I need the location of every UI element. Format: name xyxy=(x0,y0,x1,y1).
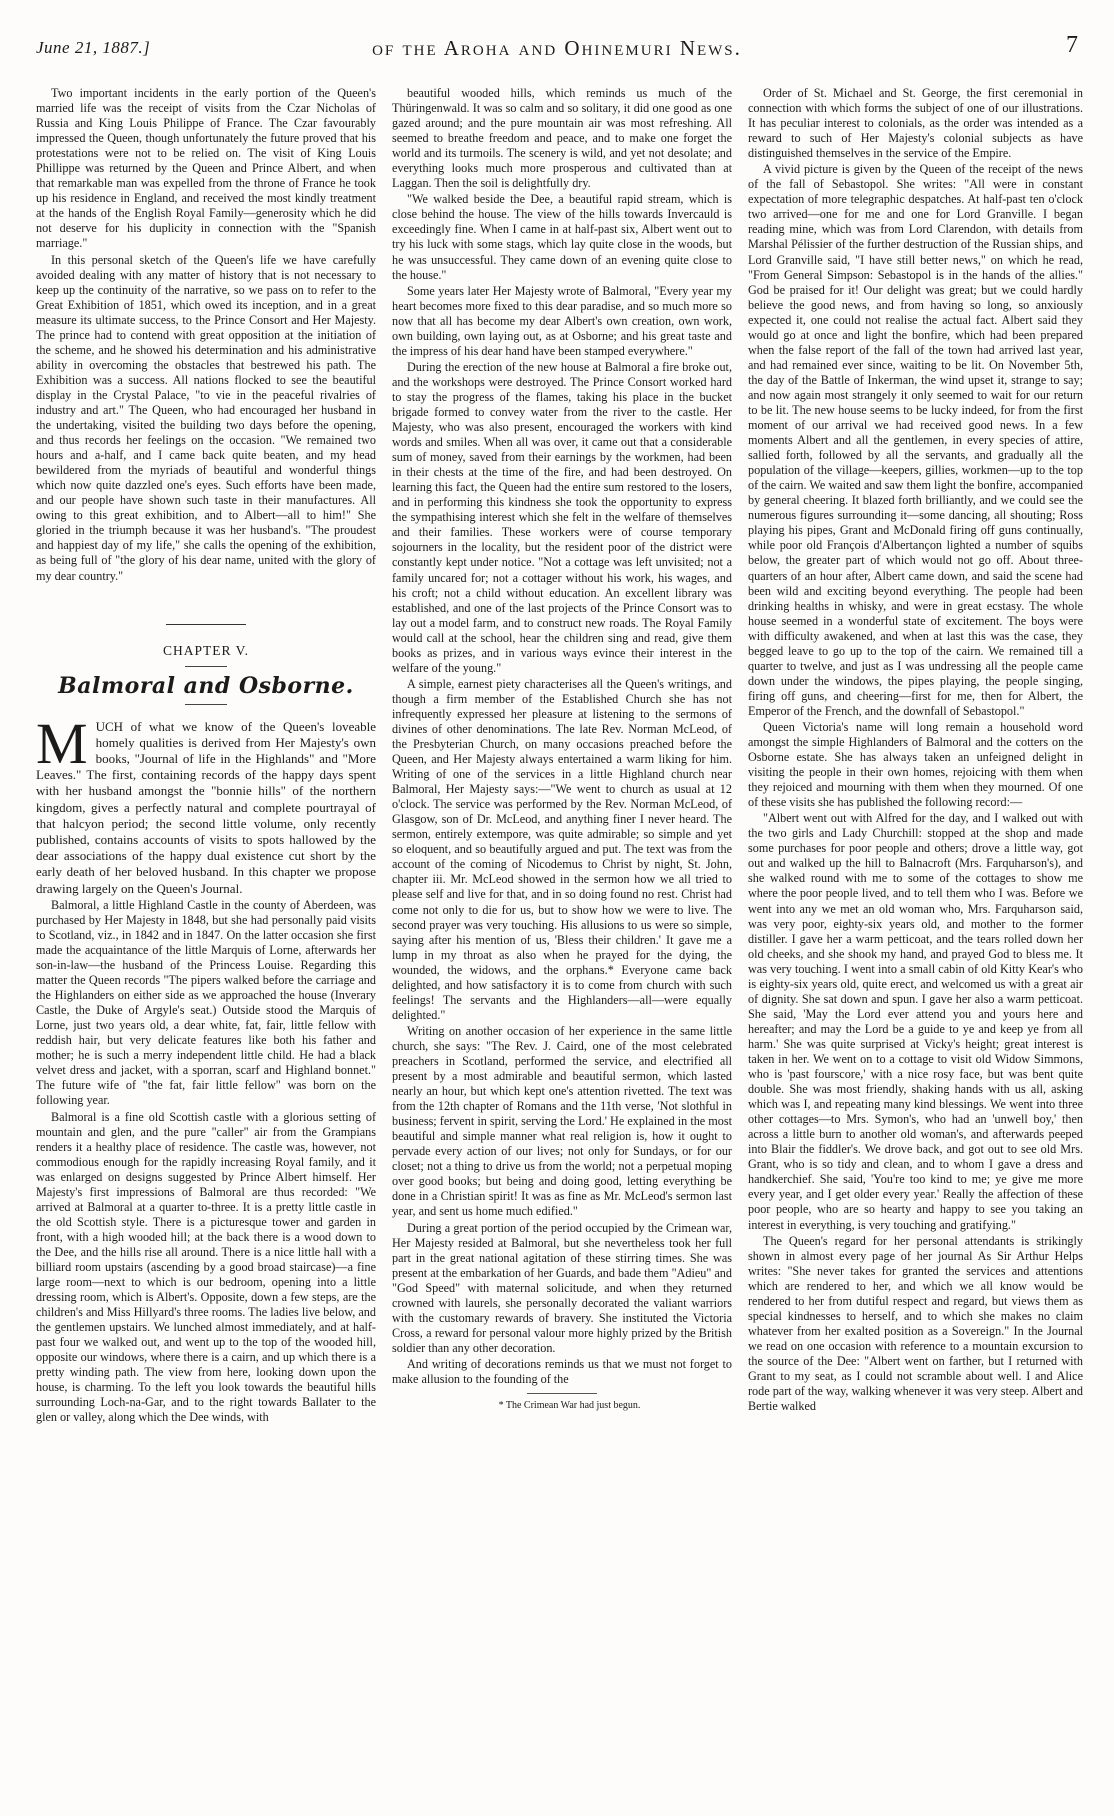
paragraph: Writing on another occasion of her experience in the same little church, she says: "The Rev. J. Caird, one of the most celebrated preachers in Scotland, performed the service, and electrified all present by a most admirable and beautiful sermon, which lasted nearly an hour, but which kept one's attention rivetted. The text was from the 12th chapter of Romans and the 11th verse, 'Not slothful in business; fervent in spirit, serving the Lord.' He explained in the most beautiful and simple manner what real religion is, how it ought to pervade every action of our lives; not only for Sundays, or for our closet; not a thing to drive us from the world; not a perpetual moping over good books; but being and doing good, letting everything be done in a Christian spirit! It was as fine as Mr. McLeod's sermon last year, and sent us home much edified." xyxy=(392,1023,732,1219)
divider xyxy=(166,624,246,625)
paragraph: "We walked beside the Dee, a beautiful rapid stream, which is close behind the house. The view of the hills towards Invercauld is exceedingly fine. When I came in at half-past six, Albert went out to try his luck with some stags, which lay quite close in the woods, but he was unsuccessful. They came down of an evening quite close to the house." xyxy=(392,192,732,282)
divider xyxy=(527,1393,597,1394)
paragraph: A vivid picture is given by the Queen of the receipt of the news of the fall of Sebastopol. She writes: "All were in constant expectation of more telegraphic despatches. At half-past ten o'clock two arrived—one for me and one for Lord Granville. I began reading mine, which was from Lord Clarendon, with details from Marshal Pélissier of the further destruction of the Russian ships, and Lord Granville said, "I have still better news," on which he read, "From General Simpson: Sebastopol is in the hands of the allies." God be praised for it! Our delight was great; but we could hardly believe the good news, and from having so long, so anxiously expected it, one could not realise the actual fact. Albert said they would go at once and light the bonfire, which had been prepared when the false report of the fall of the town had arrived last year, and had remained ever since, waiting to be lit. On November 5th, the day of the Battle of Inkerman, the wind upset it, strange to say; and now again most strangely it only seemed to wait for our return to be lit. The new house seems to be lucky indeed, for from the first moment of our arrival we had received good news. In a few moments Albert and all the gentlemen, in every species of attire, sallied forth, followed by all the servants, and gradually all the population of the village—keepers, gillies, workmen—up to the top of the cairn. We waited and saw them light the bonfire, accompanied by general cheering. It blazed forth brilliantly, and we could see the numerous figures surrounding it—some dancing, all shouting; Ross playing his pipes, Grant and McDonald firing off guns continually, while poor old François d'Albertançon lighted a number of squibs below, the greater part of which would not go off. About three-quarters of an hour after, Albert came down, and said the scene had been wild and exciting beyond everything. The people had been drinking healths in whisky, and were in great ecstasy. The whole house seemed in a wonderful state of excitement. The boys were with difficulty awakened, and when at last this was the case, they begged leave to go up to the top of the cairn. We remained till a quarter to twelve, and just as I was undressing all the people came down under the windows, the pipes playing, the people singing, firing off guns, and cheering—first for me, then for Albert, the Emperor of the French, and the downfall of Sebastopol." xyxy=(748,162,1083,718)
paragraph: And writing of decorations reminds us that we must not forget to make allusion to the founding of the xyxy=(392,1356,732,1386)
footnote: * The Crimean War had just begun. xyxy=(498,1400,641,1412)
column-1 xyxy=(36,86,376,1427)
section-title: Balmoral and Osborne. xyxy=(58,672,354,699)
divider xyxy=(185,666,227,667)
issue-date: June 21, 1887.] xyxy=(36,38,151,57)
masthead-title: of the Aroha and Ohinemuri News. xyxy=(372,36,742,60)
paragraph: During the erection of the new house at Balmoral a fire broke out, and the workshops were destroyed. The Prince Consort worked hard to stay the progress of the flames, taking his place in the bucket brigade formed to convey water from the river to the castle. Her Majesty, who was also present, encouraged the workers with kind words and smiles. When all was over, it came out that a considerable sum of money, saved from their earnings by the workmen, had been in their chests at the time of the fire, and had been destroyed. On learning this fact, the Queen had the entire sum restored to the losers, and in performing this kindness she took the opportunity to express the sympathising interest which she felt in the welfare of themselves and their families. These workers were of course temporary sojourners in the locality, but the resident poor of the district were constantly kept under notice. "Not a cottage was left unvisited; not a family uncared for; not a cottager without his work, his wages, and his croft; not a child without education. An excellent library was established, and one of the last projects of the Prince Consort was to lay out a model farm, and to construct new roads. The Royal Family would call at the school, hear the children sing and read, give them books as prizes, and in various ways evince their interest in the welfare of the young." xyxy=(392,359,732,675)
paragraph: beautiful wooded hills, which reminds us much of the Thüringenwald. It was so calm and so solitary, it did one good as one gazed around; and the pure mountain air was most refreshing. All seemed to breathe freedom and peace, and to make one forget the world and its turmoils. The scenery is wild, and yet not desolate; and everything looks much more prosperous and cultivated than at Laggan. Then the soil is delightfully dry. xyxy=(392,86,732,191)
column-3 xyxy=(748,86,1083,1415)
drop-cap: M xyxy=(36,710,88,776)
chapter-heading: CHAPTER V. xyxy=(162,642,250,658)
paragraph: A simple, earnest piety characterises all the Queen's writings, and though a firm member of the Established Church she has not infrequently expressed her pleasure at listening to the sermons of divines of other denominations. The late Rev. Norman McLeod, of the Presbyterian Church, on many occasions preached before the Queen, and Her Majesty always entertained a warm liking for him. Writing of one of the services in a little Highland church near Balmoral, Her Majesty says:—"We went to church as usual at 12 o'clock. The service was performed by the Rev. Norman McLeod, of Glasgow, son of Dr. McLeod, and anything finer I never heard. The sermon, entirely extempore, was quite admirable; so simple and yet so eloquent, and so beautifully argued and put. The text was from the account of the coming of Nicodemus to Christ by night, St. John, chapter iii. Mr. McLeod showed in the sermon how we all tried to please self and live for that, and in so doing found no rest. Christ had come not only to die for us, but to show how we were to live. The second prayer was very touching. His allusions to us were so simple, saying after his mention of us, 'Bless their children.' It gave me a lump in my throat as also when he prayed for the dying, the wounded, the widows, and the orphans.* Everyone came back delighted, and how satisfactory it is to come from church with such feelings! The servants and the Highlanders—all—were equally delighted." xyxy=(392,676,732,1022)
paragraph-text: UCH of what we know of the Queen's loveable homely qualities is derived from Her Majesty's own books, "Journal of life in the Highlands" and "More Leaves." The first, containing records of the happy days spent with her husband amongst the "bonnie hills" of the northern kingdom, gives a perfectly natural and complete pourtrayal of that halcyon period; the second little volume, only recently published, contains accounts of visits to spots hallowed by the dear associations of the happy dual existence cut short by the early death of her beloved husband. In this chapter we propose drawing largely on the Queen's Journal. xyxy=(36,718,376,896)
column-2 xyxy=(392,86,732,1414)
divider xyxy=(185,704,227,705)
paragraph: The Queen's regard for her personal attendants is strikingly shown in almost every page of her journal As Sir Arthur Helps writes: "She never takes for granted the services and attentions which are rendered to her, and which we all know would be rendered to her from dutiful respect and regard, but views them as special kindnesses to herself, and to which she makes no claim whatever from her exalted position as a Sovereign." In the Journal we read on one occasion with reference to a mountain excursion to the source of the Dee: "Albert went on farther, but I returned with Grant to my seat, as I could not scramble about well. I and Alice rode part of the way, walking whenever it was very steep. Albert and Bertie walked xyxy=(748,1233,1083,1414)
paragraph: In this personal sketch of the Queen's life we have carefully avoided dealing with any matter of history that is not necessary to keep up the continuity of the narrative, so we pass on to refer to the Great Exhibition of 1851, which owed its inception, and in a great measure its ultimate success, to the Prince Consort and Her Majesty. The prince had to contend with great opposition at the initiation of the scheme, and he showed his determination and his administrative ability in overcoming the obstacles that bestrewed his path. The Exhibition was a success. All nations flocked to see the beautiful display in the Crystal Palace, "to vie in the peaceful rivalries of industry and art." The Queen, who had encouraged her husband in the undertaking, visited the building two days before the opening, and thus records her feelings on the occasion. "We remained two hours and a-half, and I came back quite beaten, and my head bewildered from the myriads of beautiful and wonderful things which now quite dazzled one's eyes. Such efforts have been made, and our people have shown such taste in their manufactures. All owing to this great exhibition, and to Albert—all to him!" She gloried in the triumph because it was her husband's. "The proudest and happiest day of my life," she calls the opening of the exhibition, as being full of "the glory of his dear name, united with the glory of my dear country." xyxy=(36,252,376,583)
page-number: 7 xyxy=(1066,32,1078,58)
paragraph: Some years later Her Majesty wrote of Balmoral, "Every year my heart becomes more fixed to this dear paradise, and so much more so now that all has become my dear Albert's own creation, own work, own building, own laying out, as at Osborne; and his great taste and the impress of his dear hand have been stamped everywhere." xyxy=(392,283,732,358)
paragraph: Order of St. Michael and St. George, the first ceremonial in connection with which forms the subject of one of our illustrations. It has peculiar interest to colonials, as the order was intended as a reward to such of Her Majesty's colonial subjects as have distinguished themselves in the service of the Empire. xyxy=(748,86,1083,161)
page-header xyxy=(36,30,1078,74)
paragraph: Balmoral is a fine old Scottish castle with a glorious setting of mountain and glen, and the pure "caller" air from the Grampians renders it a healthy place of residence. The castle was, however, not commodious enough for the rapidly increasing Royal family, and it was enlarged on designs suggested by Prince Albert himself. Her Majesty's first impressions of Balmoral are thus recorded: "We arrived at Balmoral at a quarter to-three. It is a pretty little castle in the old Scottish style. There is a picturesque tower and garden in front, with a high wooded hill; at the back there is a wood down to the Dee, and the hills rise all around. There is a nice little hall with a billiard room upstairs (ascending by a good broad staircase)—a fine large room—next to which is our bedroom, opening into a little dressing room, which is Albert's. Opposite, down a few steps, are the children's and Miss Hillyard's three rooms. The ladies live below, and the gentlemen upstairs. We lunched almost immediately, and at half-past four we walked out, and went up to the top of the wooded hill, opposite our windows, where there is a cairn, and up which there is a pretty winding path. The view from here, looking down upon the house, is charming. To the left you look towards the beautiful hills surrounding Loch-na-Gar, and to the right towards Ballater to the glen or valley, along which the Dee winds, with xyxy=(36,1109,376,1425)
paragraph: Queen Victoria's name will long remain a household word amongst the simple Highlanders of Balmoral and the cotters on the Osborne estate. She has always taken an unfeigned delight in visiting the people in their own homes, rejoicing with them when they rejoiced and mourning with them when they mourned. Of one of these visits she has published the following record:— xyxy=(748,719,1083,810)
paragraph: During a great portion of the period occupied by the Crimean war, Her Majesty resided at Balmoral, but she nevertheless took her full part in the great national agitation of these stirring times. She was present at the embarkation of her Guards, and bade them "Adieu" and "God Speed" with maternal solicitude, and when they returned crowned with laurels, she personally decorated the valiant warriors with the customary rewards of bravery. She instituted the Victoria Cross, a reward for personal valour more highly prized by the British soldier than any other decoration. xyxy=(392,1220,732,1355)
paragraph-dropcap xyxy=(36,710,376,897)
paragraph: Balmoral, a little Highland Castle in the county of Aberdeen, was purchased by Her Majesty in 1848, but she had personally paid visits to Scotland, viz., in 1842 and in 1847. On the latter occasion she first made the acquaintance of the little Marquis of Lorne, afterwards her son-in-law—the husband of the Princess Louise. Regarding this matter the Queen records "The pipers walked before the carriage and the Highlanders on either side as we approached the house (Inverary Castle, the Duke of Argyle's seat.) Outside stood the Marquis of Lorne, just two years old, a dear white, fat, fair, little fellow with reddish hair, but very delicate features like both his father and mother; he is such a merry independent little child. He had a black velvet dress and jacket, with a sporran, scarf and Highland bonnet." The future wife of "the fat, fair little fellow" was born on the following year. xyxy=(36,897,376,1108)
paragraph: "Albert went out with Alfred for the day, and I walked out with the two girls and Lady Churchill: stopped at the shop and made some purchases for poor people and others; drove a little way, got out and walked up the hill to Balnacroft (Mrs. Farquharson's), and she walked round with me to some of the cottages to show me where the poor people lived, and to tell them who I was. Before we went into any we met an old woman who, Mrs. Farquharson said, was very poor, eighty-six years old, and mother to the former distiller. I gave her a warm petticoat, and the tears rolled down her old cheeks, and she shook my hand, and prayed God to bless me. It was very touching. I went into a small cabin of old Kitty Kear's who is eighty-six years old, quite erect, and welcomed us with a great air of dignity. She sat down and spun. I gave her also a warm petticoat. She said, 'May the Lord ever attend you and yours here and hereafter; and may the Lord be a guide to ye and keep ye from all harm.' She was quite surprised at Vicky's height; great interest is taken in her. We went on to a cottage to visit old Widow Simmons, who is 'past fourscore,' with a nice rosy face, but was bent quite double. She was most friendly, shaking hands with us all, asking which was I, and repeating many kind blessings. We went into three other cottages—to Mrs. Symon's, who had an 'unwell boy,' then across a little burn to another old woman's, and afterwards peeped into Blair the fiddler's. We drove back, and got out to see old Mrs. Grant, who is so tidy and clean, and to whom I gave a dress and handkerchief. She said, 'You're too kind to me; ye give me more every year, and I get older every year.' Really the affection of these poor people, who are so hearty and happy to see you taking an interest in everything, is very touching and gratifying." xyxy=(748,811,1083,1232)
paragraph: Two important incidents in the early portion of the Queen's married life was the receipt of visits from the Czar Nicholas of Russia and King Louis Philippe of France. The Czar favourably impressed the Queen, though unfortunately the future proved that his protestations were not to be relied on. The visit of King Louis Phillippe was returned by the Queen and Prince Albert, and when that remarkable man was expelled from the throne of France he took up his residence in England, and received the most kindly treatment at the hands of the English Royal Family—generosity which he did not deserve for his duplicity in connection with the "Spanish marriage." xyxy=(36,86,376,251)
